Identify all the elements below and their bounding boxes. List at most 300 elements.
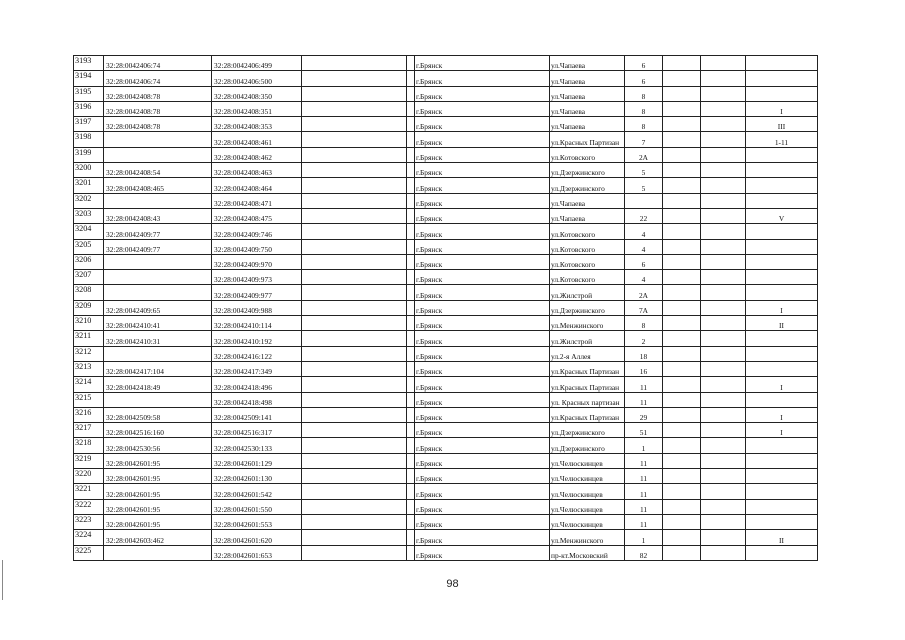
empty-cell bbox=[701, 208, 746, 223]
city-cell: г.Брянск bbox=[415, 285, 550, 300]
row-number-cell: 3211 bbox=[74, 331, 104, 346]
premises-number-cell: III bbox=[746, 117, 818, 132]
empty-cell bbox=[663, 208, 701, 223]
street-cell: ул.Чапаева bbox=[550, 193, 625, 208]
empty-cell bbox=[663, 392, 701, 407]
land-cadastral-number-cell: 32:28:0042530:56 bbox=[104, 438, 212, 453]
row-number-cell: 3193 bbox=[74, 56, 104, 71]
empty-cell bbox=[663, 530, 701, 545]
city-cell: г.Брянск bbox=[415, 392, 550, 407]
table-row bbox=[74, 545, 818, 560]
table-row bbox=[74, 224, 818, 239]
row-number-cell: 3206 bbox=[74, 254, 104, 269]
empty-cell bbox=[701, 469, 746, 484]
object-cadastral-number-cell: 32:28:0042408:351 bbox=[212, 101, 302, 116]
empty-cell bbox=[701, 86, 746, 101]
table-row bbox=[74, 407, 818, 422]
object-cadastral-number-cell: 32:28:0042601:653 bbox=[212, 545, 302, 560]
empty-cell bbox=[302, 239, 407, 254]
row-number-cell: 3203 bbox=[74, 208, 104, 223]
street-cell: ул.2-я Аллея bbox=[550, 346, 625, 361]
table-row bbox=[74, 300, 818, 315]
empty-cell bbox=[663, 499, 701, 514]
object-cadastral-number-cell: 32:28:0042601:550 bbox=[212, 499, 302, 514]
house-number-cell: 11 bbox=[625, 499, 663, 514]
empty-cell bbox=[663, 178, 701, 193]
street-cell: ул.Дзержинского bbox=[550, 163, 625, 178]
land-cadastral-number-cell bbox=[104, 132, 212, 147]
house-number-cell: 11 bbox=[625, 377, 663, 392]
city-cell: г.Брянск bbox=[415, 499, 550, 514]
city-cell: г.Брянск bbox=[415, 86, 550, 101]
premises-number-cell: 1-11 bbox=[746, 132, 818, 147]
empty-cell bbox=[302, 361, 407, 376]
row-number-cell: 3201 bbox=[74, 178, 104, 193]
object-cadastral-number-cell: 32:28:0042509:141 bbox=[212, 407, 302, 422]
empty-cell bbox=[407, 407, 415, 422]
street-cell: ул.Красных Партизан bbox=[550, 377, 625, 392]
object-cadastral-number-cell: 32:28:0042601:129 bbox=[212, 453, 302, 468]
table-row bbox=[74, 56, 818, 71]
empty-cell bbox=[407, 514, 415, 529]
empty-cell bbox=[663, 86, 701, 101]
row-number-cell: 3218 bbox=[74, 438, 104, 453]
empty-cell bbox=[663, 361, 701, 376]
street-cell: ул.Чапаева bbox=[550, 56, 625, 71]
row-number-cell: 3224 bbox=[74, 530, 104, 545]
row-number-cell: 3210 bbox=[74, 316, 104, 331]
empty-cell bbox=[407, 71, 415, 86]
object-cadastral-number-cell: 32:28:0042516:317 bbox=[212, 423, 302, 438]
premises-number-cell bbox=[746, 56, 818, 71]
table-row bbox=[74, 484, 818, 499]
empty-cell bbox=[663, 224, 701, 239]
page-number: 98 bbox=[446, 578, 459, 590]
empty-cell bbox=[663, 56, 701, 71]
object-cadastral-number-cell: 32:28:0042406:499 bbox=[212, 56, 302, 71]
object-cadastral-number-cell: 32:28:0042601:553 bbox=[212, 514, 302, 529]
empty-cell bbox=[407, 56, 415, 71]
land-cadastral-number-cell: 32:28:0042601:95 bbox=[104, 469, 212, 484]
house-number-cell: 1 bbox=[625, 438, 663, 453]
premises-number-cell bbox=[746, 453, 818, 468]
empty-cell bbox=[701, 224, 746, 239]
city-cell: г.Брянск bbox=[415, 423, 550, 438]
table-row bbox=[74, 208, 818, 223]
row-number-cell: 3225 bbox=[74, 545, 104, 560]
empty-cell bbox=[407, 163, 415, 178]
street-cell: ул.Чапаева bbox=[550, 101, 625, 116]
row-number-cell: 3205 bbox=[74, 239, 104, 254]
empty-cell bbox=[302, 254, 407, 269]
street-cell: ул.Котовского bbox=[550, 270, 625, 285]
empty-cell bbox=[302, 438, 407, 453]
object-cadastral-number-cell: 32:28:0042530:133 bbox=[212, 438, 302, 453]
row-number-cell: 3216 bbox=[74, 407, 104, 422]
table-row bbox=[74, 377, 818, 392]
object-cadastral-number-cell: 32:28:0042601:542 bbox=[212, 484, 302, 499]
table-row bbox=[74, 346, 818, 361]
premises-number-cell bbox=[746, 361, 818, 376]
row-number-cell: 3200 bbox=[74, 163, 104, 178]
city-cell: г.Брянск bbox=[415, 132, 550, 147]
object-cadastral-number-cell: 32:28:0042408:471 bbox=[212, 193, 302, 208]
city-cell: г.Брянск bbox=[415, 361, 550, 376]
empty-cell bbox=[407, 423, 415, 438]
city-cell: г.Брянск bbox=[415, 300, 550, 315]
empty-cell bbox=[302, 316, 407, 331]
empty-cell bbox=[302, 484, 407, 499]
house-number-cell: 2А bbox=[625, 285, 663, 300]
empty-cell bbox=[663, 346, 701, 361]
premises-number-cell bbox=[746, 163, 818, 178]
premises-number-cell: I bbox=[746, 377, 818, 392]
land-cadastral-number-cell: 32:28:0042408:465 bbox=[104, 178, 212, 193]
scan-edge-mark bbox=[2, 560, 3, 600]
land-cadastral-number-cell: 32:28:0042408:78 bbox=[104, 86, 212, 101]
empty-cell bbox=[701, 530, 746, 545]
row-number-cell: 3204 bbox=[74, 224, 104, 239]
empty-cell bbox=[407, 499, 415, 514]
land-cadastral-number-cell: 32:28:0042417:104 bbox=[104, 361, 212, 376]
city-cell: г.Брянск bbox=[415, 530, 550, 545]
table-row bbox=[74, 285, 818, 300]
empty-cell bbox=[407, 254, 415, 269]
table-row bbox=[74, 117, 818, 132]
premises-number-cell bbox=[746, 392, 818, 407]
empty-cell bbox=[302, 499, 407, 514]
premises-number-cell bbox=[746, 224, 818, 239]
row-number-cell: 3199 bbox=[74, 147, 104, 162]
land-cadastral-number-cell: 32:28:0042603:462 bbox=[104, 530, 212, 545]
empty-cell bbox=[407, 86, 415, 101]
premises-number-cell bbox=[746, 285, 818, 300]
object-cadastral-number-cell: 32:28:0042416:122 bbox=[212, 346, 302, 361]
city-cell: г.Брянск bbox=[415, 254, 550, 269]
city-cell: г.Брянск bbox=[415, 331, 550, 346]
empty-cell bbox=[302, 224, 407, 239]
house-number-cell: 51 bbox=[625, 423, 663, 438]
premises-number-cell bbox=[746, 193, 818, 208]
city-cell: г.Брянск bbox=[415, 56, 550, 71]
row-number-cell: 3197 bbox=[74, 117, 104, 132]
empty-cell bbox=[407, 438, 415, 453]
empty-cell bbox=[302, 86, 407, 101]
table-row bbox=[74, 438, 818, 453]
land-cadastral-number-cell: 32:28:0042408:43 bbox=[104, 208, 212, 223]
row-number-cell: 3220 bbox=[74, 469, 104, 484]
street-cell: ул.Жилстрой bbox=[550, 285, 625, 300]
row-number-cell: 3195 bbox=[74, 86, 104, 101]
city-cell: г.Брянск bbox=[415, 178, 550, 193]
empty-cell bbox=[302, 300, 407, 315]
empty-cell bbox=[663, 147, 701, 162]
empty-cell bbox=[701, 438, 746, 453]
empty-cell bbox=[701, 377, 746, 392]
city-cell: г.Брянск bbox=[415, 224, 550, 239]
table-row bbox=[74, 193, 818, 208]
table-row bbox=[74, 101, 818, 116]
table-row bbox=[74, 530, 818, 545]
premises-number-cell bbox=[746, 147, 818, 162]
house-number-cell: 7 bbox=[625, 132, 663, 147]
empty-cell bbox=[302, 71, 407, 86]
premises-number-cell bbox=[746, 514, 818, 529]
object-cadastral-number-cell: 32:28:0042408:464 bbox=[212, 178, 302, 193]
house-number-cell: 1 bbox=[625, 530, 663, 545]
object-cadastral-number-cell: 32:28:0042409:970 bbox=[212, 254, 302, 269]
object-cadastral-number-cell: 32:28:0042418:498 bbox=[212, 392, 302, 407]
street-cell: ул.Котовского bbox=[550, 224, 625, 239]
city-cell: г.Брянск bbox=[415, 117, 550, 132]
premises-number-cell bbox=[746, 469, 818, 484]
empty-cell bbox=[701, 407, 746, 422]
row-number-cell: 3215 bbox=[74, 392, 104, 407]
premises-number-cell bbox=[746, 71, 818, 86]
street-cell: ул.Челюскинцев bbox=[550, 469, 625, 484]
premises-number-cell bbox=[746, 254, 818, 269]
premises-number-cell bbox=[746, 346, 818, 361]
premises-number-cell: II bbox=[746, 530, 818, 545]
city-cell: г.Брянск bbox=[415, 377, 550, 392]
object-cadastral-number-cell: 32:28:0042417:349 bbox=[212, 361, 302, 376]
row-number-cell: 3221 bbox=[74, 484, 104, 499]
house-number-cell: 7А bbox=[625, 300, 663, 315]
empty-cell bbox=[407, 484, 415, 499]
street-cell: пр-кт.Московский bbox=[550, 545, 625, 560]
empty-cell bbox=[663, 193, 701, 208]
table-row bbox=[74, 514, 818, 529]
land-cadastral-number-cell: 32:28:0042418:49 bbox=[104, 377, 212, 392]
table-row bbox=[74, 423, 818, 438]
empty-cell bbox=[701, 254, 746, 269]
row-number-cell: 3209 bbox=[74, 300, 104, 315]
house-number-cell: 4 bbox=[625, 270, 663, 285]
street-cell: ул.Чапаева bbox=[550, 117, 625, 132]
empty-cell bbox=[701, 316, 746, 331]
object-cadastral-number-cell: 32:28:0042409:977 bbox=[212, 285, 302, 300]
land-cadastral-number-cell: 32:28:0042410:31 bbox=[104, 331, 212, 346]
empty-cell bbox=[701, 132, 746, 147]
empty-cell bbox=[663, 316, 701, 331]
land-cadastral-number-cell: 32:28:0042409:77 bbox=[104, 224, 212, 239]
empty-cell bbox=[407, 239, 415, 254]
city-cell: г.Брянск bbox=[415, 239, 550, 254]
empty-cell bbox=[302, 193, 407, 208]
land-cadastral-number-cell: 32:28:0042601:95 bbox=[104, 484, 212, 499]
premises-number-cell bbox=[746, 178, 818, 193]
empty-cell bbox=[302, 208, 407, 223]
premises-number-cell: I bbox=[746, 407, 818, 422]
object-cadastral-number-cell: 32:28:0042408:462 bbox=[212, 147, 302, 162]
premises-number-cell: V bbox=[746, 208, 818, 223]
premises-number-cell: I bbox=[746, 423, 818, 438]
table-row bbox=[74, 71, 818, 86]
table-body bbox=[74, 56, 818, 561]
house-number-cell bbox=[625, 193, 663, 208]
premises-number-cell bbox=[746, 545, 818, 560]
land-cadastral-number-cell: 32:28:0042406:74 bbox=[104, 56, 212, 71]
city-cell: г.Брянск bbox=[415, 484, 550, 499]
house-number-cell: 4 bbox=[625, 224, 663, 239]
empty-cell bbox=[663, 300, 701, 315]
empty-cell bbox=[663, 132, 701, 147]
city-cell: г.Брянск bbox=[415, 316, 550, 331]
empty-cell bbox=[701, 117, 746, 132]
empty-cell bbox=[407, 193, 415, 208]
table-row bbox=[74, 178, 818, 193]
row-number-cell: 3208 bbox=[74, 285, 104, 300]
land-cadastral-number-cell bbox=[104, 254, 212, 269]
house-number-cell: 2 bbox=[625, 331, 663, 346]
object-cadastral-number-cell: 32:28:0042410:114 bbox=[212, 316, 302, 331]
house-number-cell: 22 bbox=[625, 208, 663, 223]
street-cell: ул.Котовского bbox=[550, 254, 625, 269]
land-cadastral-number-cell bbox=[104, 346, 212, 361]
house-number-cell: 5 bbox=[625, 178, 663, 193]
land-cadastral-number-cell: 32:28:0042601:95 bbox=[104, 453, 212, 468]
land-cadastral-number-cell bbox=[104, 285, 212, 300]
empty-cell bbox=[701, 101, 746, 116]
premises-number-cell bbox=[746, 331, 818, 346]
land-cadastral-number-cell: 32:28:0042516:160 bbox=[104, 423, 212, 438]
row-number-cell: 3212 bbox=[74, 346, 104, 361]
empty-cell bbox=[407, 178, 415, 193]
city-cell: г.Брянск bbox=[415, 469, 550, 484]
land-cadastral-number-cell: 32:28:0042601:95 bbox=[104, 499, 212, 514]
empty-cell bbox=[407, 346, 415, 361]
house-number-cell: 11 bbox=[625, 453, 663, 468]
house-number-cell: 6 bbox=[625, 254, 663, 269]
table-row bbox=[74, 239, 818, 254]
land-cadastral-number-cell bbox=[104, 147, 212, 162]
row-number-cell: 3213 bbox=[74, 361, 104, 376]
street-cell: ул.Чапаева bbox=[550, 208, 625, 223]
row-number-cell: 3217 bbox=[74, 423, 104, 438]
empty-cell bbox=[407, 147, 415, 162]
street-cell: ул.Чапаева bbox=[550, 86, 625, 101]
empty-cell bbox=[302, 514, 407, 529]
land-cadastral-number-cell: 32:28:0042408:78 bbox=[104, 117, 212, 132]
street-cell: ул.Котовского bbox=[550, 239, 625, 254]
row-number-cell: 3223 bbox=[74, 514, 104, 529]
empty-cell bbox=[701, 484, 746, 499]
premises-number-cell: I bbox=[746, 300, 818, 315]
empty-cell bbox=[407, 331, 415, 346]
city-cell: г.Брянск bbox=[415, 453, 550, 468]
house-number-cell: 8 bbox=[625, 86, 663, 101]
empty-cell bbox=[302, 331, 407, 346]
land-cadastral-number-cell bbox=[104, 270, 212, 285]
house-number-cell: 6 bbox=[625, 56, 663, 71]
empty-cell bbox=[407, 208, 415, 223]
object-cadastral-number-cell: 32:28:0042409:750 bbox=[212, 239, 302, 254]
premises-number-cell bbox=[746, 484, 818, 499]
empty-cell bbox=[701, 163, 746, 178]
object-cadastral-number-cell: 32:28:0042409:988 bbox=[212, 300, 302, 315]
empty-cell bbox=[302, 392, 407, 407]
empty-cell bbox=[701, 346, 746, 361]
land-cadastral-number-cell: 32:28:0042601:95 bbox=[104, 514, 212, 529]
empty-cell bbox=[302, 178, 407, 193]
city-cell: г.Брянск bbox=[415, 270, 550, 285]
land-cadastral-number-cell: 32:28:0042406:74 bbox=[104, 71, 212, 86]
empty-cell bbox=[663, 469, 701, 484]
table-row bbox=[74, 499, 818, 514]
row-number-cell: 3219 bbox=[74, 453, 104, 468]
object-cadastral-number-cell: 32:28:0042409:746 bbox=[212, 224, 302, 239]
land-cadastral-number-cell: 32:28:0042410:41 bbox=[104, 316, 212, 331]
premises-number-cell bbox=[746, 239, 818, 254]
row-number-cell: 3214 bbox=[74, 377, 104, 392]
empty-cell bbox=[701, 453, 746, 468]
city-cell: г.Брянск bbox=[415, 545, 550, 560]
house-number-cell: 8 bbox=[625, 101, 663, 116]
house-number-cell: 11 bbox=[625, 469, 663, 484]
city-cell: г.Брянск bbox=[415, 147, 550, 162]
object-cadastral-number-cell: 32:28:0042418:496 bbox=[212, 377, 302, 392]
empty-cell bbox=[302, 530, 407, 545]
empty-cell bbox=[407, 224, 415, 239]
object-cadastral-number-cell: 32:28:0042408:463 bbox=[212, 163, 302, 178]
street-cell: ул.Дзержинского bbox=[550, 300, 625, 315]
empty-cell bbox=[302, 285, 407, 300]
table-row bbox=[74, 270, 818, 285]
street-cell: ул.Челюскинцев bbox=[550, 499, 625, 514]
empty-cell bbox=[302, 163, 407, 178]
object-cadastral-number-cell: 32:28:0042408:350 bbox=[212, 86, 302, 101]
premises-number-cell: II bbox=[746, 316, 818, 331]
empty-cell bbox=[302, 346, 407, 361]
house-number-cell: 11 bbox=[625, 514, 663, 529]
empty-cell bbox=[663, 270, 701, 285]
object-cadastral-number-cell: 32:28:0042408:475 bbox=[212, 208, 302, 223]
empty-cell bbox=[663, 239, 701, 254]
empty-cell bbox=[701, 178, 746, 193]
empty-cell bbox=[407, 469, 415, 484]
row-number-cell: 3202 bbox=[74, 193, 104, 208]
object-cadastral-number-cell: 32:28:0042408:353 bbox=[212, 117, 302, 132]
empty-cell bbox=[701, 56, 746, 71]
empty-cell bbox=[663, 163, 701, 178]
row-number-cell: 3222 bbox=[74, 499, 104, 514]
empty-cell bbox=[701, 361, 746, 376]
empty-cell bbox=[407, 453, 415, 468]
table-row bbox=[74, 147, 818, 162]
street-cell: ул.Красных Партизан bbox=[550, 407, 625, 422]
empty-cell bbox=[701, 239, 746, 254]
empty-cell bbox=[407, 392, 415, 407]
object-cadastral-number-cell: 32:28:0042601:620 bbox=[212, 530, 302, 545]
land-cadastral-number-cell bbox=[104, 392, 212, 407]
empty-cell bbox=[407, 117, 415, 132]
empty-cell bbox=[701, 147, 746, 162]
empty-cell bbox=[663, 484, 701, 499]
object-cadastral-number-cell: 32:28:0042409:973 bbox=[212, 270, 302, 285]
register-sheet bbox=[73, 55, 818, 561]
street-cell: ул.Челюскинцев bbox=[550, 484, 625, 499]
empty-cell bbox=[302, 56, 407, 71]
premises-number-cell bbox=[746, 438, 818, 453]
row-number-cell: 3198 bbox=[74, 132, 104, 147]
street-cell: ул.Чапаева bbox=[550, 71, 625, 86]
table-row bbox=[74, 331, 818, 346]
city-cell: г.Брянск bbox=[415, 163, 550, 178]
empty-cell bbox=[407, 101, 415, 116]
city-cell: г.Брянск bbox=[415, 346, 550, 361]
object-cadastral-number-cell: 32:28:0042406:500 bbox=[212, 71, 302, 86]
house-number-cell: 82 bbox=[625, 545, 663, 560]
